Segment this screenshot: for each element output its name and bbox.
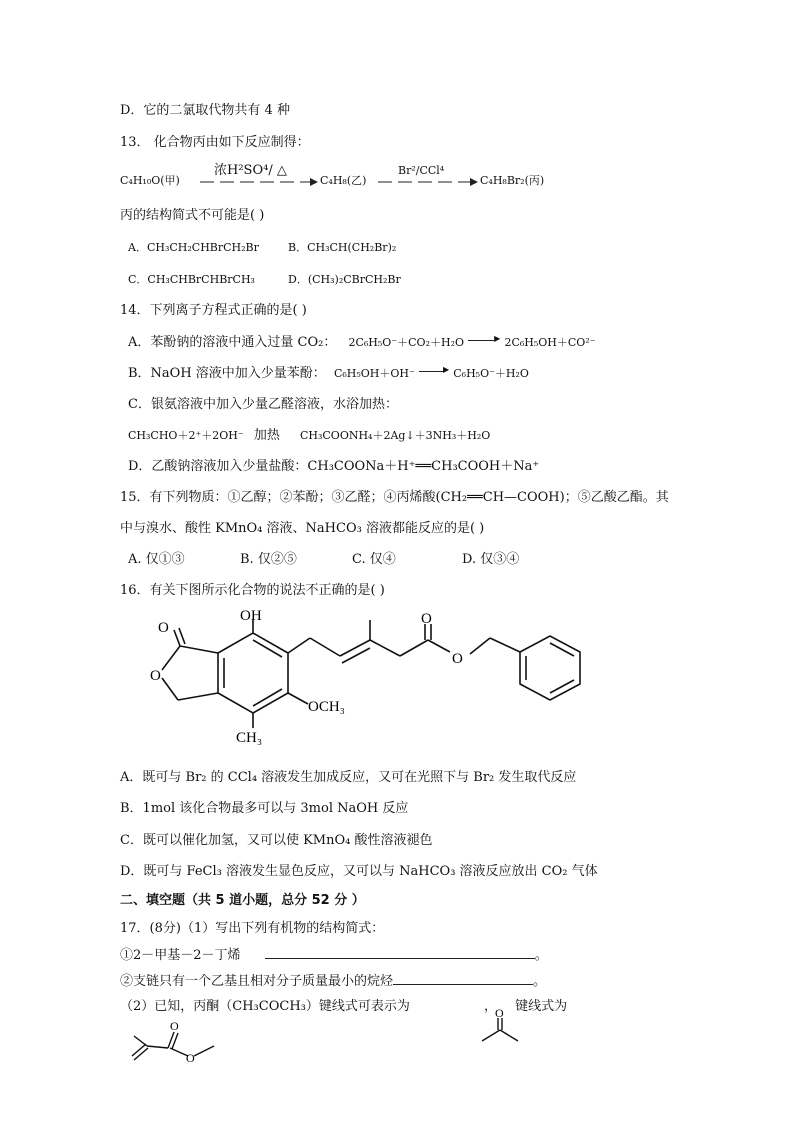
q15-option-b: B. 仅②⑤ [240,552,297,567]
compound-structure-diagram [140,608,600,750]
q16-option-b: B．1mol 该化合物最多可以与 3mol NaOH 反应 [120,801,409,816]
q15-option-d: D. 仅③④ [462,552,520,567]
answer-blank[interactable] [265,946,535,959]
q14-option-a-eq-left: 2C₆H₅O⁻＋CO₂＋H₂O [348,336,465,349]
acetone-o-label: O [495,1006,504,1020]
q14-option-b-eq-left: C₆H₅OH＋OH⁻ [333,367,415,380]
q14-option-b-eq-right: C₆H₅O⁻＋H₂O [453,367,529,380]
skeletal-o2-label: O [186,1051,195,1065]
q17-item-1-end: 。 [534,948,548,963]
q16-option-c: C．既可以催化加氢，又可以使 KMnO₄ 酸性溶液褪色 [120,833,433,848]
q13-condition-2: Br²/CCl⁴ [398,164,445,177]
ch3-label: CH₃ [236,730,263,746]
q14-option-c-eq-right: CH₃COONH₄＋2Ag↓＋3NH₃＋H₂O [299,429,491,442]
q15-option-c: C. 仅④ [352,552,396,567]
q17-part-2-comma: ， [484,999,498,1014]
q13-intermediate: C₄H₈(乙) [320,174,367,187]
q17-item-2 [120,972,546,991]
q14-option-a: A．苯酚钠的溶液中通入过量 CO₂： 2C₆H₅O⁻＋CO₂＋H₂O ▶ 2C₆H₅OH＋CO²⁻ [128,334,596,350]
q14-option-c-heat: 加热 [253,428,280,443]
q17-stem: 17．(8分)（1）写出下列有机物的结构简式： [120,921,385,936]
q13-option-d: D．(CH₃)₂CBrCH₂Br [288,273,401,286]
arrow-icon [468,334,494,341]
q16-stem: 16．有关下图所示化合物的说法不正确的是( ) [120,583,385,598]
q14-option-c-eq [128,427,490,445]
q14-option-c-text: C．银氨溶液中加入少量乙醛溶液，水浴加热： [128,397,398,412]
q12-option-d: D．它的二氯取代物共有 4 种 [120,103,290,118]
q17-item-2-end: 。 [533,974,547,989]
skeletal-formula-ester [128,1018,220,1068]
oh-label: OH [240,608,262,624]
arrow-icon [419,365,443,372]
q16-option-d: D．既可与 FeCl₃ 溶液发生显色反应，又可以与 NaHCO₃ 溶液反应放出 CO₂ 气体 [120,864,598,879]
q13-condition-1: 浓H²SO⁴/ △ [214,163,287,178]
ester-o: O [452,651,463,667]
q17-part-2-text: （2）已知，丙酮（CH₃COCH₃）键线式可表示为 [120,999,410,1014]
q17-item-1 [120,946,548,965]
lactone-ring-o: O [150,668,161,684]
q14-option-b: B．NaOH 溶液中加入少量苯酚： C₆H₅OH＋OH⁻ ▶ C₆H₅O⁻＋H₂O [128,365,529,381]
q17-part-2-tail: 键线式为 [515,999,568,1014]
q17-item-2-label: ②支链只有一个乙基且相对分子质量最小的烷烃 [120,974,394,989]
reaction-arrow-icon [378,177,478,187]
q14-option-b-text: B．NaOH 溶液中加入少量苯酚： [128,366,326,381]
q16-option-a: A．既可与 Br₂ 的 CCl₄ 溶液发生加成反应，又可在光照下与 Br₂ 发生取代反应 [120,770,577,785]
q14-option-a-eq-right: 2C₆H₅OH＋CO²⁻ [504,336,596,349]
q13-option-b: B．CH₃CH(CH₂Br)₂ [288,241,397,254]
q17-item-1-label: ①2－甲基－2－丁烯 [120,948,241,963]
q15-option-a: A. 仅①③ [128,552,185,567]
q13-option-a: A．CH₃CH₂CHBrCH₂Br [128,241,259,254]
q13-question: 丙的结构简式不可能是( ) [120,208,265,223]
skeletal-o-label: O [170,1019,179,1033]
ester-carbonyl-o: O [421,611,432,627]
section-2-title: 二、填空题（共 5 道小题，总分 52 分 ） [120,893,365,908]
reaction-arrow-icon [200,177,318,187]
q13-reaction [120,164,600,194]
skeletal-formula-acetone [478,1004,522,1046]
q15-line-1: 15．有下列物质：①乙醇；②苯酚；③乙醛；④丙烯酸(CH₂══CH—COOH)；⑤乙酸乙酯。其 [120,490,669,505]
q13-option-c: C．CH₃CHBrCHBrCH₃ [128,273,255,286]
q13-stem: 13． 化合物丙由如下反应制得： [120,135,310,150]
q13-product: C₄H₈Br₂(丙) [480,174,545,187]
answer-blank[interactable] [393,972,533,985]
q15-line-2: 中与溴水、酸性 KMnO₄ 溶液、NaHCO₃ 溶液都能反应的是( ) [120,521,485,536]
q13-reactant: C₄H₁₀O(甲) [120,174,180,187]
lactone-carbonyl-o: O [158,620,169,636]
q14-option-a-text: A．苯酚钠的溶液中通入过量 CO₂： [128,335,337,350]
och3-label: OCH₃ [308,699,345,715]
q14-stem: 14．下列离子方程式正确的是( ) [120,303,307,318]
q14-option-c-eq-left: CH₃CHO＋2⁺＋2OH⁻ [128,429,244,442]
q14-option-d: D．乙酸钠溶液加入少量盐酸：CH₃COONa＋H⁺══CH₃COOH＋Na⁺ [128,459,540,474]
